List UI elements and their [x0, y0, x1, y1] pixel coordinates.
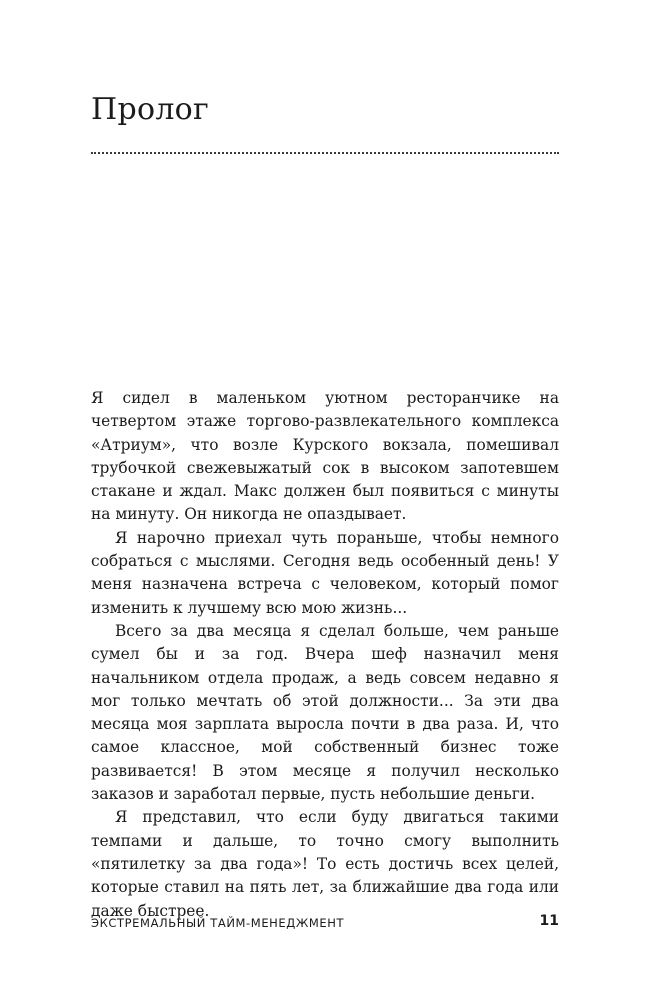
running-footer-title: ЭКСТРЕМАЛЬНЫЙ ТАЙМ-МЕНЕДЖМЕНТ — [91, 916, 345, 930]
body-text — [91, 387, 559, 923]
paragraph: Я сидел в маленьком уютном ресторанчике на четвертом этаже торгово-развлекательного комплекса «Атриум», что возле Курского вокзала, помешивал трубочкой свежевыжатый сок в высоком запотевшем стакане и ждал. Макс должен был появиться с минуты на минуту. Он никогда не опаздывает. — [91, 389, 559, 524]
chapter-title: Пролог — [91, 92, 210, 127]
paragraph: Всего за два месяца я сделал больше, чем раньше сумел бы и за год. Вчера шеф назначил меня начальником отдела продаж, а ведь совсем недавно я мог только мечтать об этой должности... За эти два месяца моя зарплата выросла почти в два раза. И, что самое классное, мой собственный бизнес тоже развивается! В этом месяце я получил несколько заказов и заработал первые, пусть небольшие деньги. — [91, 621, 559, 804]
paragraph: Я нарочно приехал чуть пораньше, чтобы немного собраться с мыслями. Сегодня ведь особенный день! У меня назначена встреча с человеком, который помог изменить к лучшему всю мою жизнь... — [91, 528, 559, 617]
page-number: 11 — [539, 913, 559, 929]
title-dotted-divider — [91, 152, 559, 154]
paragraph: Я представил, что если буду двигаться такими темпами и дальше, то точно смогу выполнить «пятилетку за два года»! То есть достичь всех целей, которые ставил на пять лет, за ближайшие два года или даже быстрее. — [91, 808, 559, 920]
